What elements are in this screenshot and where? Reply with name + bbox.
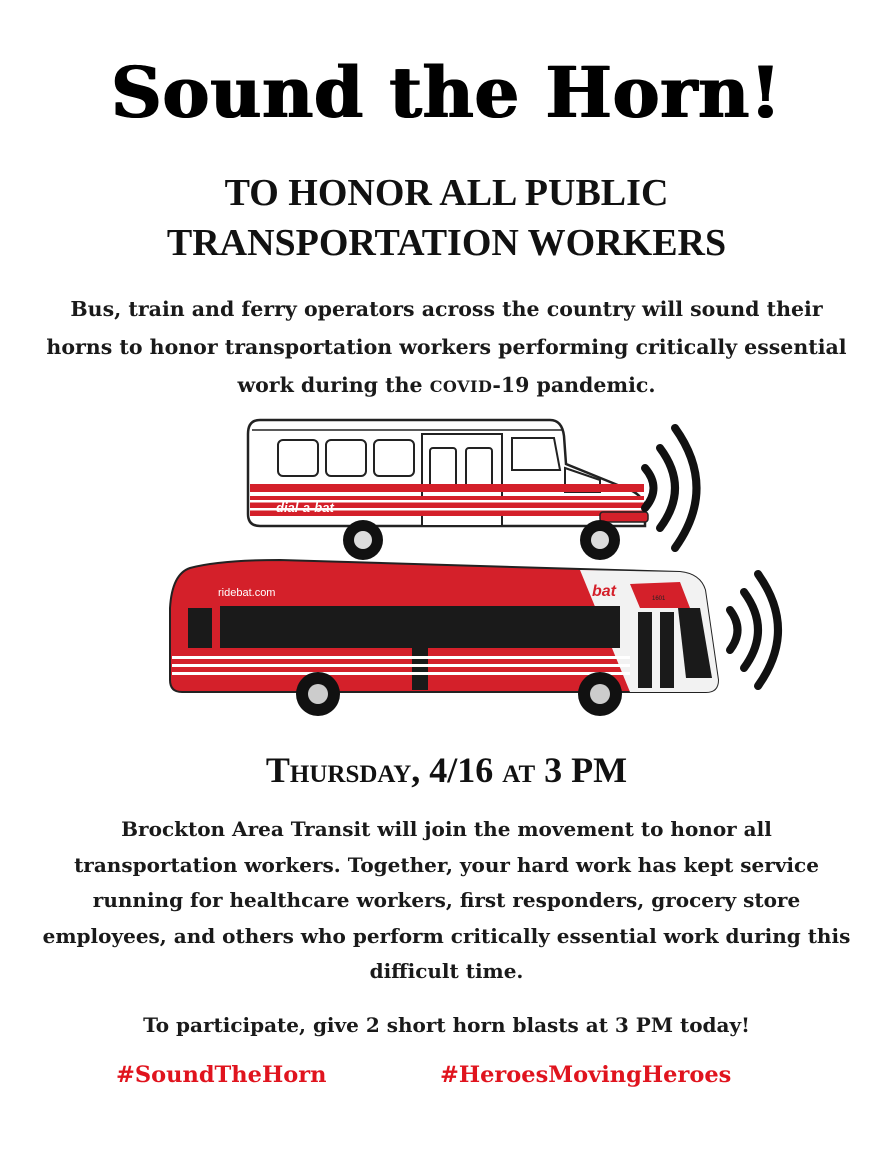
page-title: Sound the Horn! [111,51,782,134]
subtitle-line-1: TO HONOR ALL PUBLIC [224,172,669,214]
large-bus [170,560,718,716]
call-to-action: To participate, give 2 short horn blasts at 3 PM today! [143,1013,750,1037]
event-date: Thursday, 4/16 at 3 PM [265,750,628,790]
buses-illustration [160,408,800,728]
hashtags [0,1062,893,1102]
hashtag-sound-the-horn: #SoundTheHorn [116,1062,327,1088]
subtitle [0,168,893,268]
sound-waves-icon [730,574,778,686]
intro-covid: COVID [429,377,493,396]
sound-waves-icon [645,428,697,548]
small-bus [248,420,648,560]
intro-text-after: -19 pandemic. [492,373,656,397]
large-bus-number: 1601 [652,596,666,602]
large-bus-logo: bat [592,583,616,600]
subtitle-line-2: TRANSPORTATION WORKERS [166,222,727,264]
hashtag-heroes-moving-heroes: #HeroesMovingHeroes [440,1062,732,1088]
large-bus-url: ridebat.com [218,587,276,599]
intro-paragraph [40,290,853,406]
intro-text-before: Bus, train and ferry operators across the country will sound their horns to honor transportation workers performing critically essential work during the [46,297,847,397]
small-bus-label: dial-a-bat [276,500,334,515]
body-paragraph: Brockton Area Transit will join the movement to honor all transportation workers. Together, your hard work has kept service running for healthcare workers, first responders, grocery store employees, and others who perform critically essential work during this difficult time. [42,817,851,983]
